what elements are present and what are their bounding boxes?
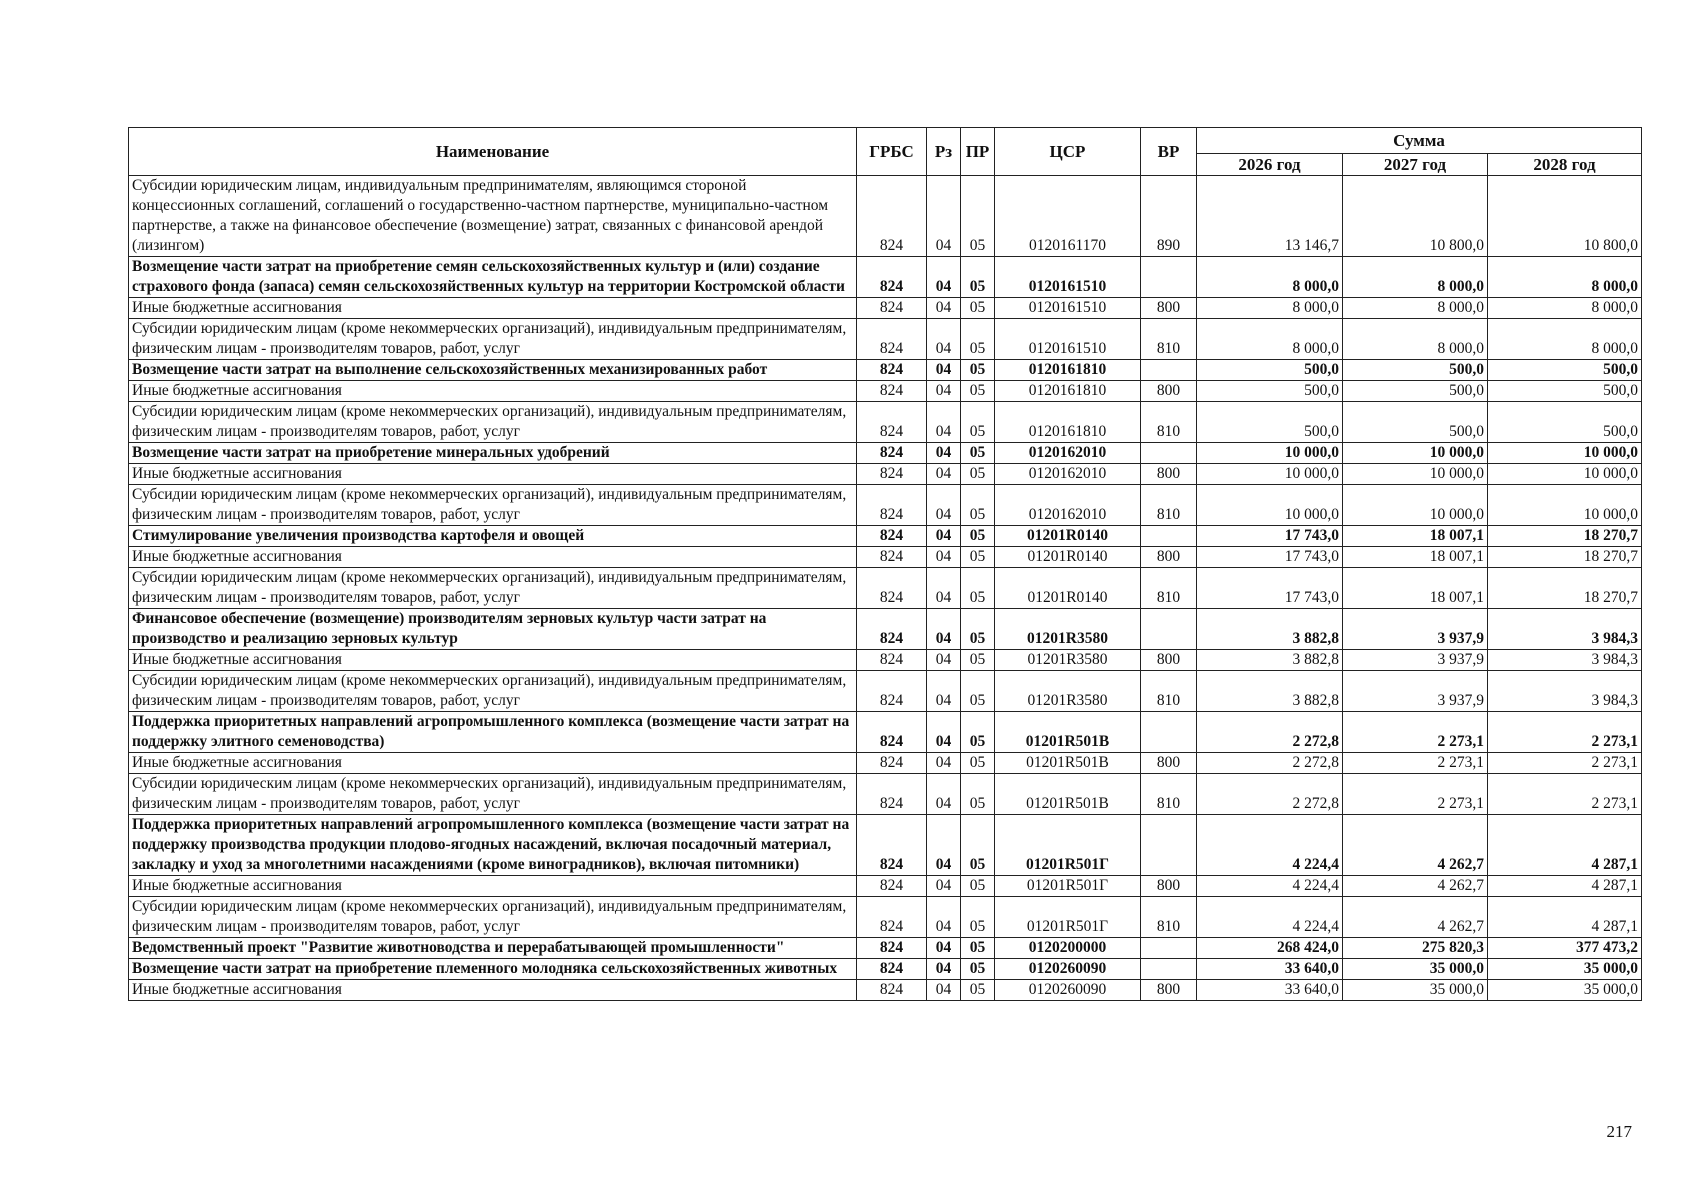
cell-rz: 04 — [927, 897, 961, 938]
cell-sum-2026: 8 000,0 — [1197, 257, 1343, 298]
cell-name: Возмещение части затрат на приобретение семян сельскохозяйственных культур и (или) создание страхового фонда (запаса) семян сельскохозяйственных культур на территории Костромской области — [129, 257, 857, 298]
cell-rz: 04 — [927, 774, 961, 815]
table-row — [129, 876, 1642, 897]
table-row — [129, 650, 1642, 671]
cell-sum-2026: 4 224,4 — [1197, 876, 1343, 897]
cell-sum-2028: 3 984,3 — [1488, 671, 1642, 712]
cell-grbs: 824 — [857, 815, 927, 876]
cell-rz: 04 — [927, 938, 961, 959]
cell-pr: 05 — [961, 980, 995, 1001]
table-row — [129, 712, 1642, 753]
header-rz: Рз — [927, 128, 961, 176]
cell-sum-2026: 500,0 — [1197, 360, 1343, 381]
cell-sum-2026: 3 882,8 — [1197, 609, 1343, 650]
cell-pr: 05 — [961, 547, 995, 568]
cell-vr: 810 — [1141, 671, 1197, 712]
cell-csr: 0120161510 — [995, 298, 1141, 319]
header-csr: ЦСР — [995, 128, 1141, 176]
cell-grbs: 824 — [857, 568, 927, 609]
table-row — [129, 443, 1642, 464]
table-row — [129, 980, 1642, 1001]
cell-sum-2027: 8 000,0 — [1343, 298, 1488, 319]
cell-name: Субсидии юридическим лицам, индивидуальным предпринимателям, являющимся стороной концессионных соглашений, соглашений о государственно-частном партнерстве, муниципально-частном партнерстве, а также на финансовое обеспечение (возмещение) затрат, связанных с финансовой арендой (лизингом) — [129, 176, 857, 257]
cell-grbs: 824 — [857, 959, 927, 980]
table-row — [129, 485, 1642, 526]
cell-sum-2028: 500,0 — [1488, 381, 1642, 402]
cell-sum-2026: 3 882,8 — [1197, 671, 1343, 712]
cell-pr: 05 — [961, 568, 995, 609]
cell-vr: 810 — [1141, 485, 1197, 526]
cell-name: Субсидии юридическим лицам (кроме некоммерческих организаций), индивидуальным предпринимателям, физическим лицам - производителям товаров, работ, услуг — [129, 568, 857, 609]
cell-vr — [1141, 959, 1197, 980]
cell-grbs: 824 — [857, 319, 927, 360]
page-number: 217 — [1606, 1122, 1632, 1141]
cell-name: Субсидии юридическим лицам (кроме некоммерческих организаций), индивидуальным предпринимателям, физическим лицам - производителям товаров, работ, услуг — [129, 402, 857, 443]
cell-sum-2027: 4 262,7 — [1343, 897, 1488, 938]
cell-sum-2028: 18 270,7 — [1488, 526, 1642, 547]
header-year-2028: 2028 год — [1488, 154, 1642, 176]
cell-sum-2027: 2 273,1 — [1343, 774, 1488, 815]
table-row — [129, 298, 1642, 319]
cell-name: Иные бюджетные ассигнования — [129, 464, 857, 485]
cell-pr: 05 — [961, 381, 995, 402]
cell-sum-2027: 2 273,1 — [1343, 712, 1488, 753]
cell-sum-2026: 33 640,0 — [1197, 980, 1343, 1001]
table-row — [129, 671, 1642, 712]
cell-sum-2028: 35 000,0 — [1488, 959, 1642, 980]
cell-csr: 01201R3580 — [995, 671, 1141, 712]
cell-name: Субсидии юридическим лицам (кроме некоммерческих организаций), индивидуальным предпринимателям, физическим лицам - производителям товаров, работ, услуг — [129, 671, 857, 712]
cell-grbs: 824 — [857, 298, 927, 319]
cell-rz: 04 — [927, 402, 961, 443]
cell-sum-2026: 4 224,4 — [1197, 897, 1343, 938]
cell-vr — [1141, 938, 1197, 959]
cell-sum-2027: 500,0 — [1343, 360, 1488, 381]
cell-grbs: 824 — [857, 381, 927, 402]
table-row — [129, 897, 1642, 938]
cell-rz: 04 — [927, 360, 961, 381]
cell-sum-2028: 2 273,1 — [1488, 774, 1642, 815]
cell-sum-2026: 10 000,0 — [1197, 464, 1343, 485]
cell-sum-2028: 2 273,1 — [1488, 712, 1642, 753]
cell-sum-2027: 4 262,7 — [1343, 876, 1488, 897]
cell-grbs: 824 — [857, 980, 927, 1001]
cell-sum-2026: 4 224,4 — [1197, 815, 1343, 876]
cell-sum-2028: 10 800,0 — [1488, 176, 1642, 257]
cell-csr: 01201R501B — [995, 774, 1141, 815]
cell-rz: 04 — [927, 176, 961, 257]
cell-vr — [1141, 257, 1197, 298]
cell-sum-2026: 500,0 — [1197, 402, 1343, 443]
cell-sum-2028: 500,0 — [1488, 402, 1642, 443]
cell-sum-2028: 18 270,7 — [1488, 547, 1642, 568]
cell-sum-2026: 268 424,0 — [1197, 938, 1343, 959]
table-row — [129, 568, 1642, 609]
cell-rz: 04 — [927, 319, 961, 360]
cell-sum-2027: 8 000,0 — [1343, 257, 1488, 298]
cell-pr: 05 — [961, 298, 995, 319]
cell-vr: 810 — [1141, 897, 1197, 938]
cell-rz: 04 — [927, 464, 961, 485]
cell-vr — [1141, 712, 1197, 753]
cell-sum-2027: 3 937,9 — [1343, 671, 1488, 712]
cell-pr: 05 — [961, 938, 995, 959]
cell-grbs: 824 — [857, 464, 927, 485]
cell-vr: 810 — [1141, 774, 1197, 815]
cell-rz: 04 — [927, 526, 961, 547]
cell-csr: 01201R3580 — [995, 650, 1141, 671]
cell-vr — [1141, 815, 1197, 876]
cell-grbs: 824 — [857, 876, 927, 897]
cell-csr: 0120162010 — [995, 485, 1141, 526]
cell-pr: 05 — [961, 712, 995, 753]
cell-grbs: 824 — [857, 897, 927, 938]
cell-vr: 810 — [1141, 319, 1197, 360]
cell-grbs: 824 — [857, 360, 927, 381]
cell-sum-2028: 4 287,1 — [1488, 815, 1642, 876]
cell-vr: 810 — [1141, 568, 1197, 609]
cell-sum-2027: 10 000,0 — [1343, 443, 1488, 464]
cell-rz: 04 — [927, 609, 961, 650]
cell-pr: 05 — [961, 897, 995, 938]
header-vr: ВР — [1141, 128, 1197, 176]
cell-sum-2028: 35 000,0 — [1488, 980, 1642, 1001]
cell-sum-2028: 4 287,1 — [1488, 876, 1642, 897]
cell-sum-2028: 10 000,0 — [1488, 485, 1642, 526]
cell-csr: 01201R501B — [995, 753, 1141, 774]
cell-sum-2026: 17 743,0 — [1197, 526, 1343, 547]
cell-grbs: 824 — [857, 712, 927, 753]
cell-csr: 01201R3580 — [995, 609, 1141, 650]
table-row — [129, 464, 1642, 485]
cell-sum-2028: 8 000,0 — [1488, 257, 1642, 298]
cell-rz: 04 — [927, 753, 961, 774]
table-row — [129, 774, 1642, 815]
cell-pr: 05 — [961, 257, 995, 298]
cell-sum-2026: 33 640,0 — [1197, 959, 1343, 980]
cell-sum-2026: 2 272,8 — [1197, 753, 1343, 774]
cell-rz: 04 — [927, 298, 961, 319]
table-row — [129, 815, 1642, 876]
cell-grbs: 824 — [857, 402, 927, 443]
header-year-2026: 2026 год — [1197, 154, 1343, 176]
cell-sum-2026: 2 272,8 — [1197, 774, 1343, 815]
cell-name: Поддержка приоритетных направлений агропромышленного комплекса (возмещение части затрат на поддержку производства продукции плодово-ягодных насаждений, включая посадочный материал, закладку и уход за многолетними насаждениями (кроме виноградников), включая питомники) — [129, 815, 857, 876]
cell-vr: 800 — [1141, 753, 1197, 774]
cell-csr: 01201R501B — [995, 712, 1141, 753]
cell-pr: 05 — [961, 526, 995, 547]
cell-sum-2027: 500,0 — [1343, 381, 1488, 402]
cell-rz: 04 — [927, 712, 961, 753]
table-row — [129, 959, 1642, 980]
cell-sum-2026: 8 000,0 — [1197, 319, 1343, 360]
cell-rz: 04 — [927, 547, 961, 568]
cell-pr: 05 — [961, 609, 995, 650]
cell-rz: 04 — [927, 568, 961, 609]
cell-sum-2026: 17 743,0 — [1197, 547, 1343, 568]
table-header — [129, 128, 1642, 176]
table-row — [129, 360, 1642, 381]
cell-rz: 04 — [927, 650, 961, 671]
cell-name: Иные бюджетные ассигнования — [129, 876, 857, 897]
cell-pr: 05 — [961, 671, 995, 712]
cell-name: Субсидии юридическим лицам (кроме некоммерческих организаций), индивидуальным предпринимателям, физическим лицам - производителям товаров, работ, услуг — [129, 897, 857, 938]
cell-name: Возмещение части затрат на приобретение племенного молодняка сельскохозяйственных животных — [129, 959, 857, 980]
cell-grbs: 824 — [857, 650, 927, 671]
cell-sum-2028: 8 000,0 — [1488, 298, 1642, 319]
cell-pr: 05 — [961, 360, 995, 381]
cell-csr: 0120161810 — [995, 402, 1141, 443]
cell-name: Иные бюджетные ассигнования — [129, 753, 857, 774]
cell-csr: 01201R501Г — [995, 876, 1141, 897]
cell-sum-2026: 10 000,0 — [1197, 443, 1343, 464]
table-row — [129, 402, 1642, 443]
cell-grbs: 824 — [857, 257, 927, 298]
header-year-2027: 2027 год — [1343, 154, 1488, 176]
cell-vr — [1141, 609, 1197, 650]
cell-rz: 04 — [927, 876, 961, 897]
cell-sum-2027: 18 007,1 — [1343, 547, 1488, 568]
cell-csr: 01201R501Г — [995, 897, 1141, 938]
cell-vr: 800 — [1141, 650, 1197, 671]
cell-name: Субсидии юридическим лицам (кроме некоммерческих организаций), индивидуальным предпринимателям, физическим лицам - производителям товаров, работ, услуг — [129, 774, 857, 815]
cell-sum-2027: 8 000,0 — [1343, 319, 1488, 360]
cell-csr: 0120162010 — [995, 443, 1141, 464]
cell-sum-2028: 10 000,0 — [1488, 464, 1642, 485]
cell-vr: 800 — [1141, 298, 1197, 319]
cell-sum-2028: 377 473,2 — [1488, 938, 1642, 959]
cell-name: Возмещение части затрат на приобретение минеральных удобрений — [129, 443, 857, 464]
cell-sum-2027: 35 000,0 — [1343, 980, 1488, 1001]
cell-name: Иные бюджетные ассигнования — [129, 650, 857, 671]
cell-pr: 05 — [961, 176, 995, 257]
cell-csr: 0120260090 — [995, 959, 1141, 980]
budget-table — [128, 127, 1642, 1001]
cell-sum-2027: 10 800,0 — [1343, 176, 1488, 257]
cell-csr: 0120161170 — [995, 176, 1141, 257]
cell-pr: 05 — [961, 774, 995, 815]
cell-csr: 01201R0140 — [995, 547, 1141, 568]
cell-sum-2027: 2 273,1 — [1343, 753, 1488, 774]
cell-vr: 800 — [1141, 464, 1197, 485]
cell-grbs: 824 — [857, 753, 927, 774]
cell-csr: 0120161810 — [995, 360, 1141, 381]
cell-grbs: 824 — [857, 938, 927, 959]
cell-pr: 05 — [961, 815, 995, 876]
cell-sum-2027: 18 007,1 — [1343, 568, 1488, 609]
cell-sum-2028: 8 000,0 — [1488, 319, 1642, 360]
cell-grbs: 824 — [857, 609, 927, 650]
cell-csr: 0120161810 — [995, 381, 1141, 402]
cell-sum-2026: 3 882,8 — [1197, 650, 1343, 671]
cell-rz: 04 — [927, 485, 961, 526]
table-row — [129, 938, 1642, 959]
cell-pr: 05 — [961, 753, 995, 774]
cell-rz: 04 — [927, 980, 961, 1001]
cell-name: Иные бюджетные ассигнования — [129, 298, 857, 319]
cell-name: Стимулирование увеличения производства картофеля и овощей — [129, 526, 857, 547]
cell-name: Финансовое обеспечение (возмещение) производителям зерновых культур части затрат на производство и реализацию зерновых культур — [129, 609, 857, 650]
cell-sum-2028: 18 270,7 — [1488, 568, 1642, 609]
table-row — [129, 547, 1642, 568]
cell-rz: 04 — [927, 381, 961, 402]
cell-csr: 01201R501Г — [995, 815, 1141, 876]
cell-sum-2026: 8 000,0 — [1197, 298, 1343, 319]
table-row — [129, 257, 1642, 298]
cell-rz: 04 — [927, 815, 961, 876]
header-sum: Сумма — [1197, 128, 1642, 154]
cell-pr: 05 — [961, 464, 995, 485]
cell-csr: 0120162010 — [995, 464, 1141, 485]
cell-csr: 01201R0140 — [995, 526, 1141, 547]
cell-grbs: 824 — [857, 671, 927, 712]
cell-name: Иные бюджетные ассигнования — [129, 980, 857, 1001]
cell-sum-2026: 500,0 — [1197, 381, 1343, 402]
table-row — [129, 176, 1642, 257]
cell-csr: 01201R0140 — [995, 568, 1141, 609]
cell-pr: 05 — [961, 959, 995, 980]
cell-vr — [1141, 526, 1197, 547]
cell-sum-2027: 3 937,9 — [1343, 609, 1488, 650]
header-grbs: ГРБС — [857, 128, 927, 176]
cell-grbs: 824 — [857, 443, 927, 464]
cell-name: Субсидии юридическим лицам (кроме некоммерческих организаций), индивидуальным предпринимателям, физическим лицам - производителям товаров, работ, услуг — [129, 485, 857, 526]
cell-sum-2027: 10 000,0 — [1343, 464, 1488, 485]
cell-csr: 0120200000 — [995, 938, 1141, 959]
cell-csr: 0120260090 — [995, 980, 1141, 1001]
cell-pr: 05 — [961, 402, 995, 443]
cell-rz: 04 — [927, 443, 961, 464]
cell-pr: 05 — [961, 319, 995, 360]
cell-sum-2028: 10 000,0 — [1488, 443, 1642, 464]
cell-rz: 04 — [927, 257, 961, 298]
table-row — [129, 609, 1642, 650]
cell-sum-2028: 4 287,1 — [1488, 897, 1642, 938]
cell-sum-2027: 3 937,9 — [1343, 650, 1488, 671]
cell-grbs: 824 — [857, 526, 927, 547]
cell-pr: 05 — [961, 876, 995, 897]
table-row — [129, 319, 1642, 360]
cell-sum-2027: 275 820,3 — [1343, 938, 1488, 959]
cell-sum-2028: 3 984,3 — [1488, 650, 1642, 671]
table-row — [129, 381, 1642, 402]
cell-name: Ведомственный проект "Развитие животноводства и перерабатывающей промышленности" — [129, 938, 857, 959]
cell-pr: 05 — [961, 485, 995, 526]
table-row — [129, 526, 1642, 547]
cell-vr — [1141, 443, 1197, 464]
cell-name: Субсидии юридическим лицам (кроме некоммерческих организаций), индивидуальным предпринимателям, физическим лицам - производителям товаров, работ, услуг — [129, 319, 857, 360]
cell-sum-2028: 2 273,1 — [1488, 753, 1642, 774]
cell-name: Поддержка приоритетных направлений агропромышленного комплекса (возмещение части затрат на поддержку элитного семеноводства) — [129, 712, 857, 753]
cell-rz: 04 — [927, 671, 961, 712]
cell-sum-2028: 500,0 — [1488, 360, 1642, 381]
cell-sum-2026: 10 000,0 — [1197, 485, 1343, 526]
cell-sum-2026: 17 743,0 — [1197, 568, 1343, 609]
table-row — [129, 753, 1642, 774]
header-name: Наименование — [129, 128, 857, 176]
cell-sum-2027: 500,0 — [1343, 402, 1488, 443]
cell-csr: 0120161510 — [995, 257, 1141, 298]
cell-grbs: 824 — [857, 774, 927, 815]
cell-vr: 800 — [1141, 876, 1197, 897]
cell-rz: 04 — [927, 959, 961, 980]
header-pr: ПР — [961, 128, 995, 176]
cell-name: Иные бюджетные ассигнования — [129, 547, 857, 568]
cell-pr: 05 — [961, 650, 995, 671]
cell-sum-2027: 35 000,0 — [1343, 959, 1488, 980]
cell-sum-2027: 10 000,0 — [1343, 485, 1488, 526]
cell-vr: 800 — [1141, 381, 1197, 402]
cell-sum-2027: 18 007,1 — [1343, 526, 1488, 547]
cell-sum-2027: 4 262,7 — [1343, 815, 1488, 876]
cell-grbs: 824 — [857, 176, 927, 257]
cell-grbs: 824 — [857, 547, 927, 568]
cell-grbs: 824 — [857, 485, 927, 526]
cell-sum-2026: 13 146,7 — [1197, 176, 1343, 257]
cell-vr — [1141, 360, 1197, 381]
cell-pr: 05 — [961, 443, 995, 464]
cell-sum-2026: 2 272,8 — [1197, 712, 1343, 753]
cell-sum-2028: 3 984,3 — [1488, 609, 1642, 650]
cell-name: Возмещение части затрат на выполнение сельскохозяйственных механизированных работ — [129, 360, 857, 381]
cell-csr: 0120161510 — [995, 319, 1141, 360]
cell-vr: 810 — [1141, 402, 1197, 443]
cell-vr: 800 — [1141, 980, 1197, 1001]
table-body — [129, 176, 1642, 1001]
cell-vr: 890 — [1141, 176, 1197, 257]
cell-name: Иные бюджетные ассигнования — [129, 381, 857, 402]
cell-vr: 800 — [1141, 547, 1197, 568]
